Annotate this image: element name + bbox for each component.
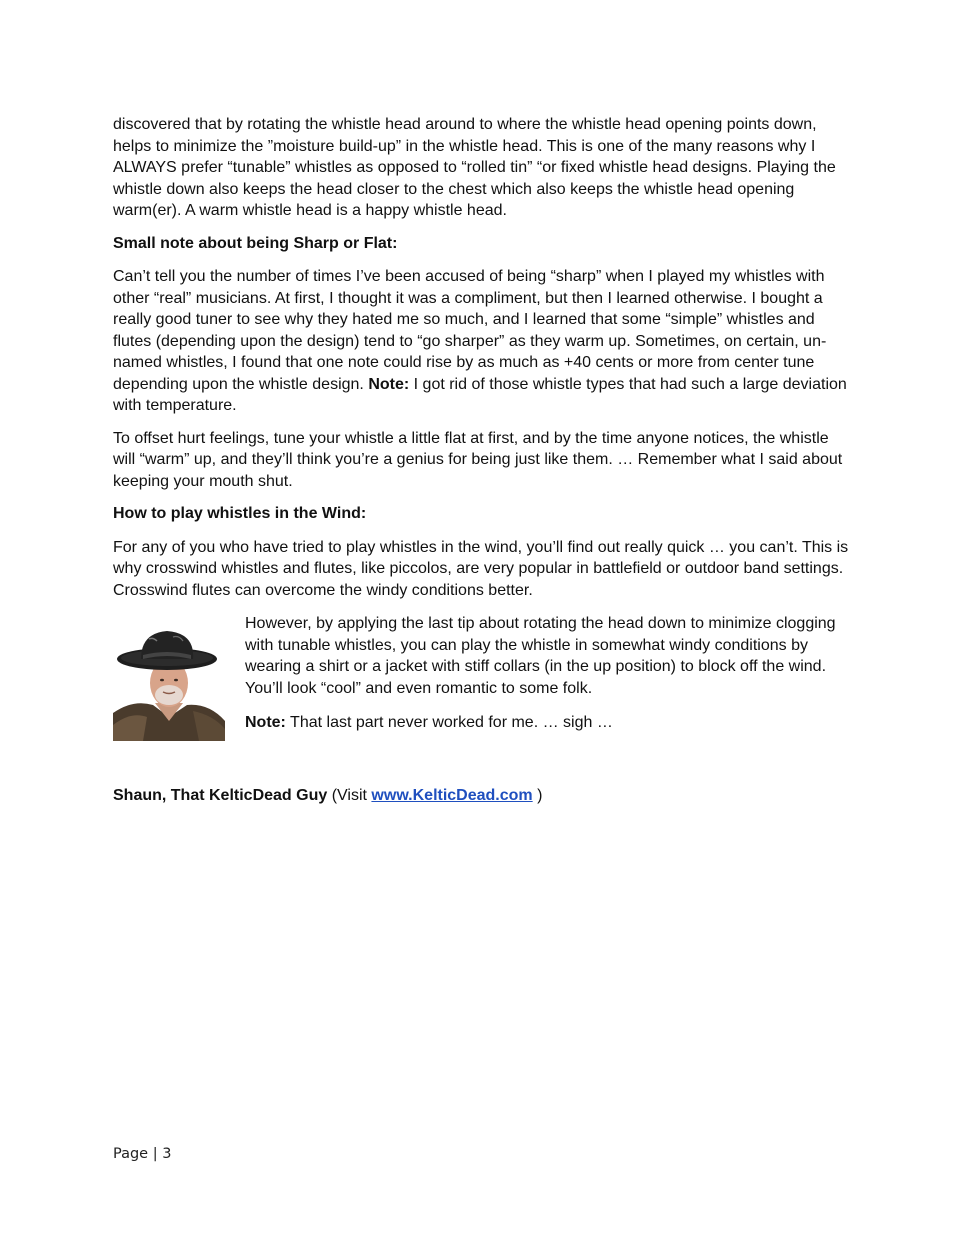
author-photo: [113, 625, 225, 741]
paragraph-collars: However, by applying the last tip about rotating the head down to minimize clogging with tunable whistles, you can play the whistle in somewhat windy conditions by wearing a shirt or a jacket with stiff collars (in the up position) to block off the wind. You’ll look “cool” and even romantic to some folk.: [245, 615, 836, 697]
note-label-2: Note:: [245, 714, 286, 731]
paragraph-sharp: [113, 266, 853, 417]
signoff-name: Shaun, That KelticDead Guy: [113, 787, 328, 804]
heading-sharp-flat: Small note about being Sharp or Flat:: [113, 234, 398, 252]
paragraph-sharp-text: Can’t tell you the number of times I’ve been accused of being “sharp” when I played my whistles with other “real” musicians. At first, I thought it was a compliment, but then I learned otherwise. I bought a really good tuner to see why they hated me so much, and I learned that some “simple” whistles and flutes (depending upon the design) tend to “go sharper” as they warm up. Sometimes, on certain, un-named whistles, I found that one note could rise by as much as +40 cents or more from center tune depending upon the whistle design.: [113, 268, 827, 393]
website-link[interactable]: www.KelticDead.com: [371, 787, 533, 804]
photo-caption-text: [245, 613, 850, 747]
visit-prefix: (Visit: [327, 787, 372, 804]
page-content: [113, 114, 853, 818]
note-text-2: That last part never worked for me. … sigh …: [285, 714, 613, 731]
visit-suffix: ): [532, 787, 543, 804]
paragraph-tune-flat: To offset hurt feelings, tune your whistle a little flat at first, and by the time anyone notices, the whistle will “warm” up, and they’ll think you’re a genius for being just like them. … Remember what I said about keeping your mouth shut.: [113, 429, 843, 490]
page-footer: Page | 3: [113, 1146, 172, 1162]
signoff: [113, 785, 853, 807]
paragraph-moisture: discovered that by rotating the whistle head around to where the whistle head opening points down, helps to minimize the ”moisture build-up” in the whistle head. This is one of the many reasons why I ALWAYS prefer “tunable” whistles as opposed to “rolled tin” “or fixed whistle head designs. Playing the whistle down also keeps the head closer to the chest which also keeps the whistle head opening warm(er). A warm whistle head is a happy whistle head.: [113, 116, 836, 219]
photo-section: [113, 613, 853, 749]
paragraph-wind: For any of you who have tried to play whistles in the wind, you’ll find out really quick … you can’t. This is why crosswind whistles and flutes, like piccolos, are very popular in battlefield or outdoor band settings. Crosswind flutes can overcome the windy conditions better.: [113, 538, 849, 599]
note-label: Note:: [368, 375, 410, 393]
note-text: I got rid of those whistle types that had such a large deviation with temperature.: [113, 375, 847, 414]
author-portrait-icon: [113, 625, 225, 741]
paragraph-last-note: [245, 712, 850, 734]
heading-wind: How to play whistles in the Wind:: [113, 505, 367, 522]
